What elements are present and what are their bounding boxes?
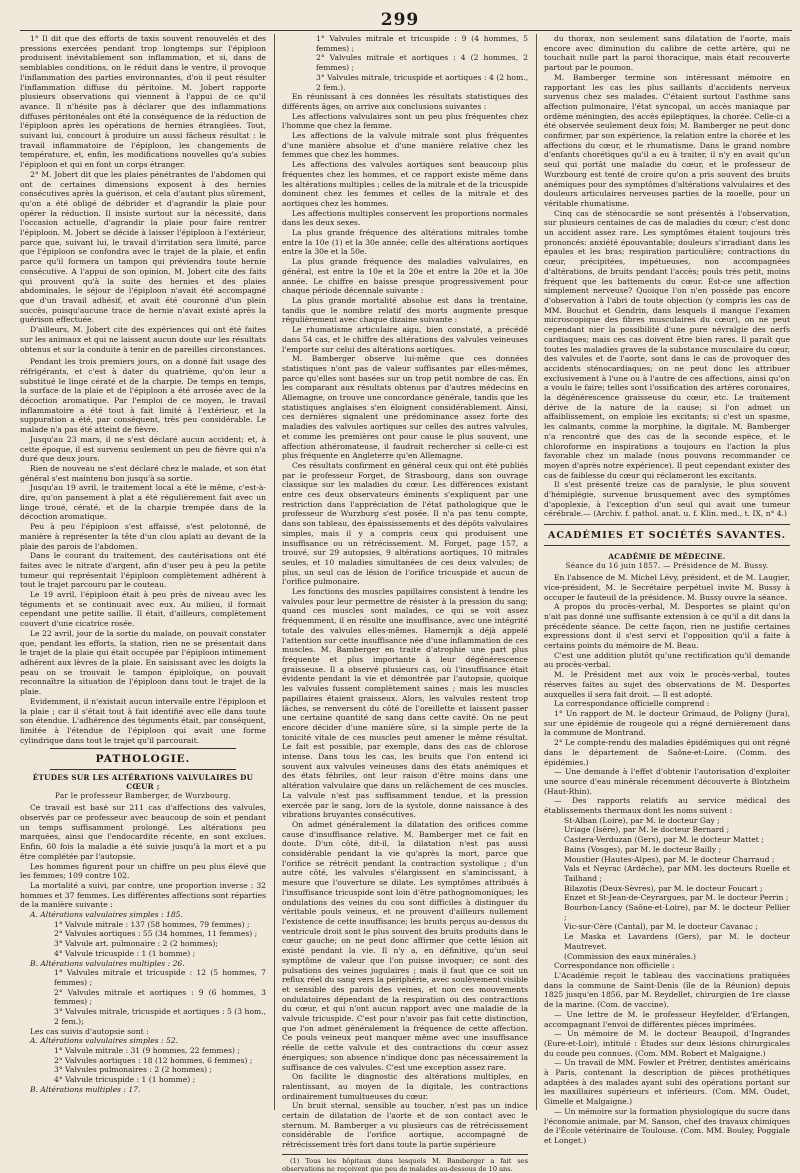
- article-body: [282, 92, 528, 1150]
- paragraph: Le rhumatisme articulaire aigu, bien constaté, a précédé dans 54 cas, et le chiffre des altérations des valvules veineuses l'emporte sur celui des altérations aortiques.: [282, 325, 528, 354]
- list-item: B. Altérations valvulaires multiples : 26.: [30, 958, 185, 968]
- paragraph: — Un mémoire de M. le docteur Beaupoil, d'Ingrandes (Eure-et-Loir), intitulé : Études sur deux lésions chirurgicales du coude peu connues. (Com. MM. Robert et Malgaigne.): [544, 1029, 790, 1058]
- column-2: [282, 34, 529, 1173]
- list-item: Moustier (Hautes-Alpes), par M. le docteur Charraud ;: [564, 854, 775, 864]
- paragraph: Ces résultats confirment en général ceux qui ont été publiés par le professeur Forget, de Strasbourg, dans son ouvrage classique sur les maladies du cœur. Les différences existant entre ces deux observateurs éminents s'expliquent par une restriction dans l'appréciation de l'état pathologique que le professeur de Wurzburg s'est posée. Il n'a pas tenu compte, dans son tableau, des épaississements et des dépôts valvulaires simples, mais il y a compris ceux qui produisent une insuffisance ou un rétrécissement. M. Forget, page 157, a trouvé, sur 29 autopsies, 9 altérations aortiques, 10 mitrales seules, et 10 maladies simultanées de ces deux valvules; de plus, un seul cas de lésion de l'orifice tricuspide et aucun de l'orifice pulmonaire.: [282, 460, 529, 587]
- list-item: 2° Valvules mitrale et aortiques : 9 (6 hommes, 3 femmes) ;: [54, 987, 266, 1007]
- paragraph: Rien de nouveau ne s'est déclaré chez le malade, et son état général s'est maintenu bon jusqu'à sa sortie.: [20, 463, 266, 483]
- list-item: 3° Valvule art. pulmonaire : 2 (2 hommes);: [54, 939, 218, 949]
- paragraph: Ce travail est basé sur 211 cas d'affections des valvules, observés par ce professeur avec beaucoup de soin et pendant un temps suffisamment prolongé. Les altérations peu marquées, ainsi que l'endocardite récente, en sont exclues. Enfin, 60 fois la maladie a été suivie jusqu'à la mort et a pu être complétée par l'autopsie.: [20, 803, 266, 861]
- list-item: 2° Valvules aortiques : 18 (12 hommes, 6 femmes) ;: [54, 1055, 253, 1065]
- seance-line: Séance du 16 juin 1857. — Présidence de M. Bussy.: [565, 561, 769, 571]
- paragraph: La plus grande mortalité absolue est dans la trentaine, tandis que le nombre relatif des morts augmente presque régulièrement avec chaque dizaine suivante :: [282, 295, 528, 325]
- paragraph: En l'absence de M. Michel Lévy, président, et de M. Laugier, vice-président, M. le Secrétaire perpétuel invite M. Bussy à occuper le fauteuil de la présidence. M. Bussy ouvre la séance.: [544, 573, 790, 602]
- paragraph: 2° Le compte-rendu des maladies épidémiques qui ont régné dans le département de Saône-et-Loire. (Comm. des épidémies.): [544, 738, 790, 767]
- paragraph: Les affections valvulaires sont un peu plus fréquentes chez l'homme que chez la femme.: [282, 111, 528, 131]
- column-3: [544, 34, 790, 1145]
- list-item: Vic-sur-Cère (Cantal), par M. le docteur Cavanac ;: [564, 922, 758, 932]
- list-item: Castera-Verduzan (Gers), par M. le docteur Mattet ;: [564, 835, 764, 845]
- footnote-rule: [282, 1154, 528, 1155]
- paragraph: Les affections des valvules aortiques sont beaucoup plus fréquentes chez les hommes, et ce rapport existe même dans les altérations multiples ; celles de la mitrale et de la tricuspide dominent chez les femmes et celles de la mitrale et des aortiques chez les hommes.: [282, 160, 528, 208]
- paragraph: Peu à peu l'épiploon s'est affaissé, s'est pelotonné, de manière à représenter la tête d'un clou aplati au devant de la plaie des parois de l'abdomen.: [20, 522, 266, 551]
- paragraph: En réunissant à ces données les résultats statistiques des différents âges, on arrive aux conclusions suivantes :: [282, 92, 528, 111]
- paragraph: Cinq cas de sténocardie se sont présentés à l'observation, sur plusieurs centaines de cas de maladies du cœur; c'est donc un accident assez rare. Les symptômes étaient toujours très prononcés: anxiété épouvantable; douleurs s'irradiant dans les épaules et les bras; respiration particulière; contractions du cœur, précipitées, impétueuses, non accompagnées d'altérations, de bruits pendant l'accès; pouls très petit, moins fréquent que les battements du cœur. Est-ce une affection simplement nerveuse? Quoique l'on n'en possède pas encore d'observation à l'abri de toute objection (y compris les cas de MM. Bouchut et Gendrin, dans lesquels il manque l'examen microscopique des fibres musculaires du cœur), on ne peut cependant nier la possibilité d'une pure névralgie des nerfs cardiaques; mais ces cas doivent être bien rares. Il paraît que toutes les maladies graves de la substance musculaire du cœur, des valvules et de l'aorte, sont dans le cas de provoquer des accidents sténocardiaques; on ne peut donc les attribuer exclusivement à l'une ou à l'autre de ces affections, ainsi qu'on a voulu le faire; telles sont l'ossification des artères coronaires, la dégénérescence graisseuse du cœur, etc. Le traitement dérive de la nature de la cause; si l'on admet un affaiblissement, on emploie les excitants; si c'est un spasme, les calmants, comme la morphine, la digitale. M. Bamberger n'a rencontré que des cas de la seconde espèce, et le chloroforme en inspirations a toujours eu l'action la plus favorable chez un malade (nous pouvons recommander ce moyen d'après notre expérience). Il peut cependant exister des cas de faiblesse du cœur qui réclameront les excitants.: [544, 208, 790, 480]
- column-divider: [274, 34, 275, 1110]
- section-title: PATHOLOGIE.: [95, 753, 191, 766]
- list-item: 4° Valvule tricuspide : 1 (1 homme) ;: [54, 948, 196, 958]
- paragraph: Les affections de la valvule mitrale sont plus fréquentes d'une manière absolue et d'une manière relative chez les femmes que chez les hommes.: [282, 131, 528, 160]
- list-item: Bains (Vosges), par M. le docteur Bailly ;: [564, 844, 722, 854]
- list-item: St-Alban (Loire), par M. le docteur Gay ;: [564, 815, 720, 825]
- paragraph: Il s'est présenté treize cas de paralysie, le plus souvent d'hémiplégie, survenue brusquement avec des symptômes d'apoplexie, à l'exception d'un seul qui avait une tumeur cérébrale.— (Archiv. f. pathol. anat. u. f. Klin. med., t. IX, n° 4.): [544, 480, 790, 519]
- list-item: Bilazotis (Deux-Sèvres), par M. le docteur Foucart ;: [564, 883, 763, 893]
- paragraph: La plus grande fréquence des altérations mitrales tombe entre la 10e (1) et la 30e année; celle des altérations aortiques entre la 30e et la 50e.: [282, 228, 528, 257]
- list-item: Bourbon-Lancy (Saône-et-Loire), par M. le docteur Pellier ;: [564, 903, 790, 922]
- section-rule: [50, 769, 236, 770]
- paragraph: Evidemment, il n'existait aucun intervalle entre l'épiploon et la plaie ; car il s'était tout à fait identifié avec elle dans toute son étendue. L'adhérence des téguments était, par conséquent, limitée à l'étendue de l'épiploon qui avait une forme cylindrique dans tout le trajet qu'il parcourait.: [20, 696, 266, 745]
- correspondence: [544, 961, 790, 1145]
- page-number: 299: [380, 10, 420, 30]
- paragraph: du thorax, non seulement sans dilatation de l'aorte, mais encore avec diminution du calibre de cette artère, qui ne touchait nulle part la paroi thoracique, mais était recouverte partout par le poumon.: [544, 34, 790, 73]
- paragraph: L'Académie reçoit le tableau des vaccinations pratiquées dans la commune de Saint-Denis (île de la Réunion) depuis 1825 jusqu'en 1856, par M. Reydellet, chirurgien de 1re classe de la marine. (Com. de vaccine).: [544, 970, 790, 1010]
- paragraph: La mortalité a suivi, par contre, une proportion inverse : 32 hommes et 37 femmes. Les différentes affections sont réparties de la manière suivante :: [20, 880, 266, 910]
- list-item: Vals et Neyrac (Ardèche), par MM. les docteurs Ruelle et Tailhand ;: [564, 864, 790, 883]
- section-title: ACADÉMIES ET SOCIÉTÉS SAVANTES.: [548, 530, 786, 542]
- paragraph: — Une demande à l'effet d'obtenir l'autorisation d'exploiter une source d'eau minérale récemment découverte à Blotzheim (Haut-Rhin).: [544, 767, 790, 796]
- valve-statistics-list: [20, 910, 266, 1094]
- academy-title: ACADÉMIE DE MÉDECINE.: [608, 552, 726, 562]
- paragraph: M. le Président met aux voix le procès-verbal, toutes réserves faites au sujet des observations de M. Desportes auxquelles il sera fait droit. — Il est adopté.: [544, 670, 790, 699]
- list-item: 1° Valvules mitrale et tricuspide : 9 (4 hommes, 5 femmes) ;: [316, 34, 528, 53]
- paragraph: Les fonctions des muscles papillaires consistent à tendre les valvules pour leur permettre de résister à la pression du sang; quand ces muscles sont malades, ce qui se voit assez fréquemment, il en résulte une insuffisance, avec une intégrité totale des valvules elles-mêmes. Hamernjk a déjà appelé l'attention sur cette insuffisance née d'une inflammation de ces muscles. M. Bamberger en traite d'atrophie une part plus fréquente et plus importante à leur dégénérescence graisseuse. Il a observé plusieurs cas, où l'insuffisance était évidente pendant la vie et démontrée par l'autopsie, quoique les valvules fussent complètement saines ; mais les muscles papillaires étaient graisseux. Alors, les valvules restent trop lâches, se renversent du côté de l'oreillette et laissent passer une certaine quantité de sang dans cette cavité. On ne peut encore décider d'une manière sûre, si la simple perte de la tonicité vitale de ces muscles peut amener le même résultat. Le fait est possible, par exemple, dans des cas de chlorose intense. Dans tous les cas, les bruits que l'on entend ici souvent aux valvules veineuses dans des états anémiques et des états fébriles, ont leur raison d'être moins dans une altération valvulaire que dans un relâchement de ces muscles. La valvule n'est pas suffisamment tendue, et la pression exercée par le sang, lors de la systole, donne naissance à des vibrations bruyantes consécutives.: [282, 587, 528, 820]
- paragraph: Les hommes figurent pour un chiffre un peu plus élevé que les femmes; 109 contre 102.: [20, 861, 266, 881]
- list-item: 3° Valvules pulmonaires : 2 (2 hommes) ;: [54, 1065, 213, 1075]
- list-item: 1° Valvule mitrale : 31 (9 hommes, 22 femmes) ;: [54, 1045, 240, 1055]
- list-item: A. Altérations valvulaires simples : 52.: [30, 1036, 179, 1046]
- paragraph: Jusqu'au 23 mars, il ne s'est déclaré aucun accident; et, à cette époque, il est survenu seulement un peu de fièvre qui n'a duré que deux jours.: [20, 434, 266, 464]
- paragraph: Jusqu'au 19 avril, le traitement local a été le même, c'est-à-dire, qu'on pansement à plat a été régulièrement fait avec un linge troué, cératé, et de la charpie trempée dans de la décoction aromatique.: [20, 483, 266, 522]
- paragraph: Dans le courant du traitement, des cautérisations ont été faites avec le nitrate d'argent, afin d'user peu à peu la petite tumeur qui représentait l'épiploon complètement adhérent à tout le trajet parcouru par le couteau.: [20, 551, 266, 590]
- paragraph: — Des rapports relatifs au service médical des établissements thermaux dont les noms suivent :: [544, 796, 790, 816]
- paragraph: Correspondance non officielle :: [554, 961, 675, 971]
- list-item: B. Altérations multiples : 17.: [30, 1084, 141, 1094]
- list-item: (Commission des eaux minérales.): [564, 951, 696, 961]
- column-divider: [536, 34, 537, 1110]
- paragraph: — Un travail de MM. Fowler et Prétrer, dentistes américains à Paris, contenant la description de pièces prothétiques adaptées à des malades ayant subi des opérations portant sur les maxillaires supérieurs et inférieurs. (Com. MM. Oudet, Gimelle et Malgaigne.): [544, 1058, 790, 1107]
- column-1: [20, 34, 266, 1110]
- list-item: Uriage (Isère), par M. le docteur Bernard ;: [564, 825, 730, 835]
- article-body: [544, 34, 790, 519]
- list-item: 1° Valvules mitrale et tricuspide : 12 (5 hommes, 7 femmes) ;: [54, 968, 266, 987]
- paragraph: 1° Il dit que des efforts de taxis souvent renouvelés et des pressions exercées pendant trop longtemps sur l'épiploon produisent inévitablement son inflammation, et si, dans de semblables conditions, on le réduit dans le ventre, il provoque l'inflammation des parties environnantes, d'où il peut résulter l'inflammation diffuse du péritoine. M. Jobert rapporte plusieurs observations qui viennent à l'appui de ce qu'il avance. Il n'hésite pas à déclarer que des inflammations diffuses péritonéales ont été la conséquence de la réduction de l'épiploon après les opérations de hernies étranglées. Tout, suivant lui, concourt à produire un aussi fâcheux résultat : le travail inflammatoire de l'épiploon, les changements de température, et, enfin, les modifications nouvelles qu'a subies l'épiploon et qui en font un corps étranger.: [20, 34, 266, 170]
- list-item: 3° Valvules mitrale, tricuspide et aortiques : 4 (2 hom., 2 fem.).: [316, 72, 528, 92]
- paragraph: D'ailleurs, M. Jobert cite des expériences qui ont été faites sur les animaux et qui ne laissent aucun doute sur les résultats obtenus et sur la conduite à tenir en de pareilles circonstances.: [20, 325, 266, 354]
- paragraph: On admet généralement la dilatation des orifices comme cause d'insuffisance relative. M. Bamberger met ce fait en doute. D'un côté, dit-il, la dilatation n'est pas aussi considérable pendant la vie qu'après la mort, parce que l'orifice se rétrécit pendant la contraction systolique ; d'un autre côté, les valvules s'élargissent en s'amincissant, à mesure que l'ouverture se dilate. Les symptômes attribués à l'insuffisance tricuspide sont loin d'être pathognomoniques; les ondulations des veines du cou sont difficiles à distinguer du véritable pouls veineux, et ne prouvent d'ailleurs nullement l'existence de cette insuffisance; les bruits perçus au-dessus du ventricule droit sont le plus souvent des bruits produits dans le cœur gauche; on ne peut donc affirmer que cette lésion ait existé pendant la vie. Il n'y a, en définitive, qu'un seul symptôme de valeur que l'on puisse invoquer; ce sont des pulsations des veines jugulaires ; mais il faut que ce soit un reflux réel du sang vers la périphérie, avec soulèvement visible et sensible des parois des veines, et non ces mouvements ondulatoires dépendant de la respiration ou des contractions du cœur, et qui n'ont aucun rapport avec une maladie de la valvule tricuspide. C'est pour n'avoir pas fait cette distinction, que l'on admet généralement la fréquence de cette affection. Ce pouls veineux peut manquer même avec une insuffisance réelle de cette valvule et des contractions du cœur assez énergiques; son absence n'indique donc pas nécessairement la suffisance de ces valvules. C'est une exception assez rare.: [282, 819, 528, 1072]
- list-item: 1° Valvule mitrale : 137 (58 hommes, 79 femmes) ;: [54, 919, 250, 929]
- paragraph: C'est une addition plutôt qu'une rectification qu'il demande au procès-verbal.: [544, 650, 790, 670]
- list-item: 3° Valvules mitrale, tricuspide et aortiques : 5 (3 hom., 2 fem.);: [54, 1007, 266, 1026]
- article-title: ÉTUDES SUR LES ALTÉRATIONS VALVULAIRES DU CŒUR ;: [32, 773, 254, 792]
- list-item: 2° Valvules mitrale et aortiques : 4 (2 hommes, 2 femmes) ;: [316, 53, 528, 73]
- paragraph: — Une lettre de M. le professeur Heyfelder, d'Erlangen, accompagnant l'envoi de différentes pièces imprimées.: [544, 1009, 790, 1029]
- paragraph: La correspondance officielle comprend :: [554, 699, 710, 709]
- paragraph: 2° M. Jobert dit que les plaies pénétrantes de l'abdomen qui ont de certaines dimensions exposent à des hernies consécutives après la guérison, et cela d'autant plus sûrement, qu'on a été obligé de débrider et d'agrandir la plaie pour opérer la réduction. Il insiste surtout sur la nécessité, dans l'occasion actuelle, d'agrandir la plaie pour faire rentrer l'épiploon. M. Jobert se décide à laisser l'épiploon à l'extérieur, parce que, suivant lui, le travail d'irritation sera limité, parce que l'épiploon se confondra avec le trajet de la plaie, et enfin parce qu'il formera un tampon qui préviendra toute hernie consécutive. A l'appui de son opinion, M. Jobert cite des faits qui prouvent qu'à la suite des hernies et des plaies abdominales, le séjour de l'épiploon n'avait été accompagné que d'un travail adhésif, et avait été couronné d'un plein succès, puisqu'aucune trace de hernie n'avait existé après la guérison effectuée.: [20, 169, 266, 325]
- paragraph: A propos du procès-verbal, M. Desportes se plaint qu'on n'ait pas donné une suffisante extension à ce qu'il a dit dans la précédente séance. De cette façon, rien ne justifie certaines expressions dont il s'est servi et l'opposition qu'il a faite à certains points du mémoire de M. Beau.: [544, 602, 790, 651]
- paragraph: Les affections multiples conservent les proportions normales dans les deux sexes.: [282, 208, 528, 228]
- list-item: Les cas suivis d'autopsie sont :: [30, 1026, 149, 1036]
- paragraph: M. Bamberger termine son intéressant mémoire en rapportant les cas les plus saillants d'accidents nerveux survenus chez ses malades. C'étaient surtout l'asthme sans affection pulmonaire, l'état syncopal, un accès maniaque par ordème méningien, des accès épileptiques, la chorée. Celle-ci a été observée seulement deux fois; M. Bamberger ne peut donc confirmer, par son expérience, la relation entre la chorée et les affections du cœur, et le rhumatisme. Dans le grand nombre d'enfants chorétiques qu'il a eu à traiter, il n'y en avait qu'un seul qui portât une maladie du cœur, et le professeur de Wurzbourg est tenté de croire qu'on a pris souvent des bruits anémiques pour des symptômes d'altérations valvulaires et des douleurs articulaires nerveuses parties de la moelle, pour un véritable rhumatisme.: [544, 72, 790, 208]
- article-byline: Par le professeur Bamberger, de Wurzbourg.: [55, 791, 231, 801]
- paragraph: Pendant les trois premiers jours, on a donné fait usage des réfrigérants, et c'est à dater du quatrième, qu'on leur a substitué le linge cératé et de la charpie. De temps en temps, la surface de la plaie et de l'épiploon a été arrosée avec de la décoction aromatique. Par l'emploi de ce moyen, le travail inflammatoire a été tout à fait limité à l'extérieur, et la suppuration a été, par conséquent, très peu considérable. Le malade n'a pas été atteint de fièvre.: [20, 357, 266, 435]
- paragraph: La plus grande fréquence des maladies valvulaires, en général, est entre la 10e et la 20e et entre la 20e et la 30e année. Le chiffre en baisse presque progressivement pour chaque période décennale suivante :: [282, 257, 528, 296]
- paragraph: Un bruit sternal, sensible au toucher, n'est pas un indice certain de dilatation de l'aorte et de son contact avec le sternum. M. Bamberger a vu plusieurs cas de rétrécissement considérable de l'orifice aortique, accompagné de rétrécissement très fort dans toute la partie supérieure: [282, 1101, 528, 1150]
- paragraph: 1° Un rapport de M. le docteur Grimaud, de Poligny (Jura), sur une épidémie de rougeole qui a régné dernièrement dans la commune de Montrand.: [544, 709, 790, 738]
- paragraph: M. Bamberger observe lui-même que ces données statistiques n'ont pas de valeur suffisantes par elles-mêmes, parce qu'elles sont basées sur un trop petit nombre de cas. En les comparant aux résultats obtenus par d'autres médecins en Allemagne, on trouve une concordance générale, tandis que les statistiques anglaises s'en éloignent considérablement. Ainsi, ces dernières signalent une prédominance assez forte des maladies des valvules aortiques sur celles des autres valvules, et comme les premières ont pour cause le plus souvent, une affection athéromateuse, il faudrait rechercher si celle-ci est plus fréquente en Angleterre qu'en Allemagne.: [282, 354, 528, 461]
- list-item: A. Altérations valvulaires simples : 185.: [30, 910, 183, 920]
- list-item: Le Maska et Lavardens (Gers), par M. le docteur Mautrevet.: [564, 932, 790, 951]
- section-rule: [544, 545, 790, 546]
- list-item: 4° Valvule tricuspide : 1 (1 homme) ;: [54, 1075, 196, 1085]
- proceedings: [544, 573, 790, 816]
- paragraph: On facilite le diagnostic des altérations multiples, en ralentissant, au moyen de la digitale, les contractions ordinairement tumultueuses du cœur.: [282, 1072, 528, 1101]
- paragraph: Le 22 avril, jour de la sortie du malade, on pouvait constater que, pendant les efforts, la station, rien ne se présentait dans le trajet de la plaie qui était occupée par l'épiploon intimement adhérent aux lèvres de la plaie. En saisissant avec les doigts la peau on se trouvait le tampon épiploïque, on pouvait reconnaître la situation de l'épiploon dans tout le trajet de la plaie.: [20, 628, 266, 697]
- header-rule: [20, 30, 792, 31]
- paragraph: — Un mémoire sur la formation physiologique du sucre dans l'économie animale, par M. Sanson, chef des travaux chimiques de l'École vétérinaire de Toulouse. (Com. MM. Bouley, Poggiale et Longet.): [544, 1106, 790, 1145]
- list-item: Enzet et St-Jean-de-Ceyrargues, par M. le docteur Perrin ;: [564, 893, 789, 903]
- establishments-list: [544, 816, 790, 962]
- section-rule: [50, 748, 236, 749]
- footnote: (1) Tous les hôpitaux dans lesquels M. Bamberger a fait ses observations ne reçoivent que peu de malades au-dessous de 10 ans.: [282, 1156, 528, 1173]
- list-item: 2° Valvules aortiques : 55 (34 hommes, 11 femmes) ;: [54, 929, 258, 939]
- paragraph: Le 19 avril, l'épiploon était à peu près de niveau avec les téguments et se continuait avec eux. Au milieu, il formait cependant une petite saillie. Il était, d'ailleurs, complètement couvert d'une cicatrice rosée.: [20, 590, 266, 629]
- section-rule: [544, 524, 790, 525]
